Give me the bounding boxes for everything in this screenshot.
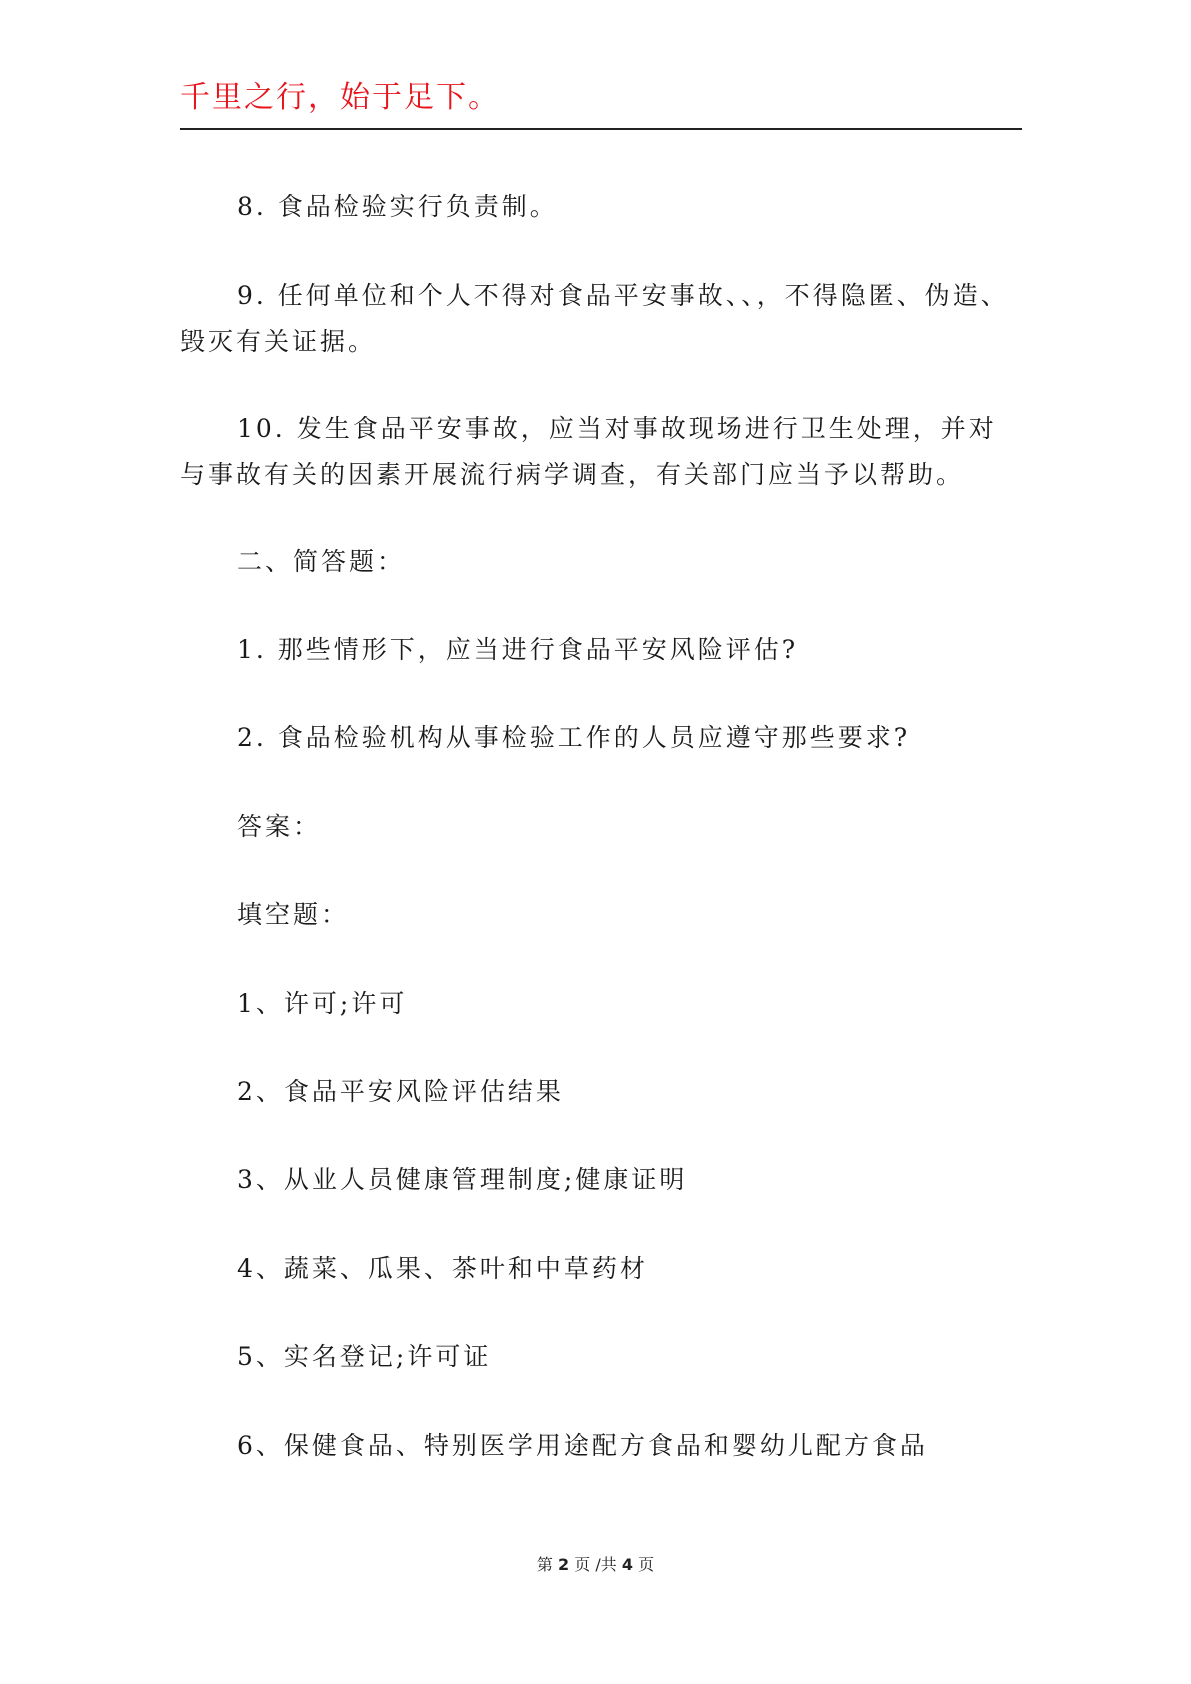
footer-current-page: 2 bbox=[558, 1555, 570, 1574]
section-heading: 二、简答题： bbox=[237, 547, 406, 576]
footer-total-pages: 4 bbox=[621, 1555, 633, 1574]
answer-item: 6、保健食品、特别医学用途配方食品和婴幼儿配方食品 bbox=[237, 1431, 928, 1460]
paragraph: 8. 食品检验实行负责制。 bbox=[237, 192, 558, 221]
document-body bbox=[180, 0, 1022, 1600]
answer-item: 1、许可;许可 bbox=[237, 989, 408, 1018]
footer-middle: 页 /共 bbox=[574, 1555, 617, 1574]
header-motto: 千里之行，始于足下。 bbox=[180, 80, 500, 115]
answer-item: 4、蔬菜、瓜果、茶叶和中草药材 bbox=[237, 1254, 648, 1283]
footer-suffix: 页 bbox=[638, 1555, 655, 1574]
section-heading: 答案： bbox=[237, 812, 322, 841]
question: 1. 那些情形下，应当进行食品平安风险评估? bbox=[237, 635, 799, 664]
page-footer bbox=[0, 1553, 1191, 1577]
footer-prefix: 第 bbox=[536, 1555, 553, 1574]
answer-item: 2、食品平安风险评估结果 bbox=[237, 1077, 564, 1106]
question: 2. 食品检验机构从事检验工作的人员应遵守那些要求? bbox=[237, 723, 911, 752]
paragraph: 9. 任何单位和个人不得对食品平安事故、、，不得隐匿、伪造、毁灭有关证据。 bbox=[180, 281, 1009, 356]
paragraph: 10. 发生食品平安事故，应当对事故现场进行卫生处理，并对与事故有关的因素开展流行病学调查，有关部门应当予以帮助。 bbox=[180, 414, 997, 489]
answer-item: 3、从业人员健康管理制度;健康证明 bbox=[237, 1165, 688, 1194]
answer-item: 5、实名登记;许可证 bbox=[237, 1342, 492, 1371]
section-heading: 填空题： bbox=[237, 900, 350, 929]
